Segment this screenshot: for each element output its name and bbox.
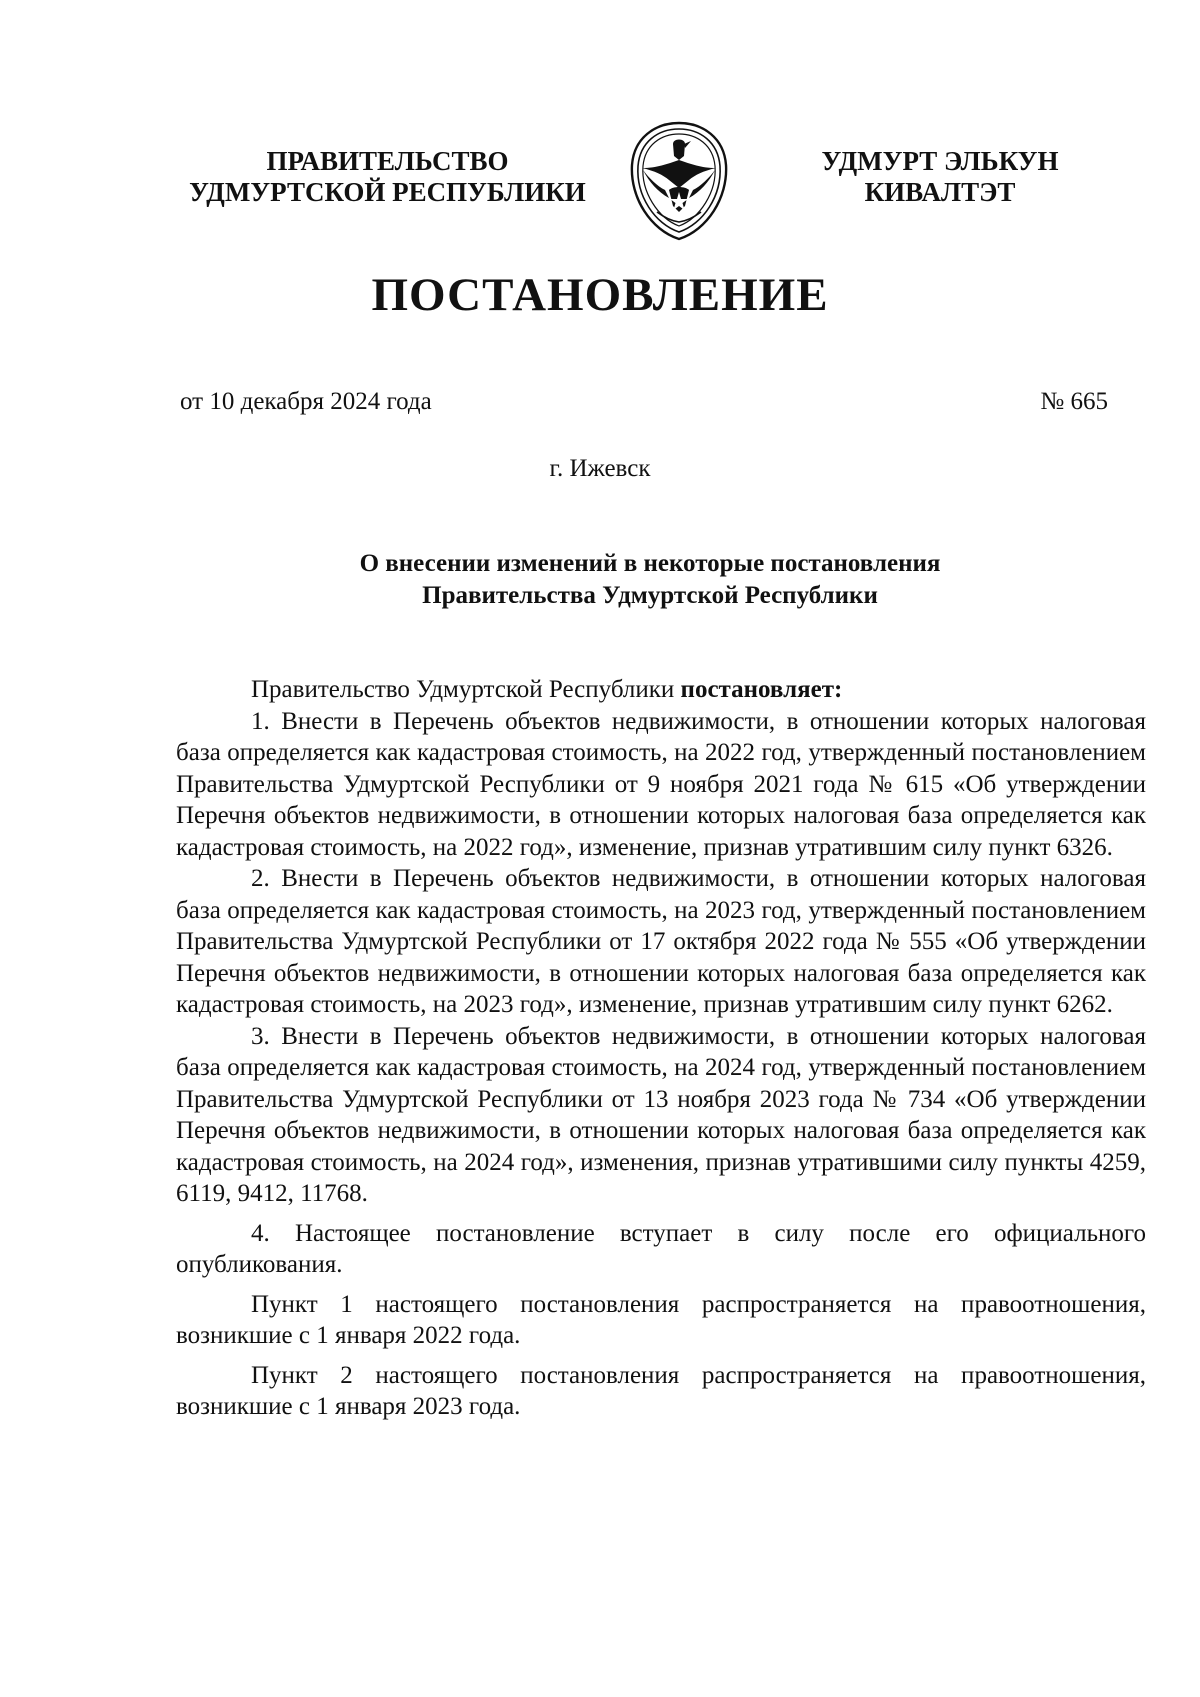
- paragraph-clause-2: Пункт 2 настоящего постановления распространяется на правоотношения, возникшие с 1 января 2023 года.: [176, 1361, 1146, 1420]
- document-date: от 10 декабря 2024 года: [180, 388, 432, 415]
- org-name-russian-line: ПРАВИТЕЛЬСТВО: [266, 146, 509, 176]
- org-name-udmurt-line: УДМУРТ ЭЛЬКУН: [821, 146, 1059, 176]
- paragraph-clause-1: Пункт 1 настоящего постановления распространяется на правоотношения, возникшие с 1 января 2022 года.: [176, 1290, 1146, 1349]
- document-type: ПОСТАНОВЛЕНИЕ: [371, 269, 829, 321]
- udmurt-coat-of-arms-icon: [627, 120, 731, 242]
- org-name-udmurt: [805, 146, 1075, 208]
- document-title-line: Правительства Удмуртской Республики: [422, 582, 878, 609]
- org-name-russian-line: УДМУРТСКОЙ РЕСПУБЛИКИ: [189, 177, 586, 207]
- document-city: г. Ижевск: [549, 455, 651, 482]
- paragraph-item-1: 1. Внести в Перечень объектов недвижимости, в отношении которых налоговая база определяется как кадастровая стоимость, на 2022 год, утвержденный постановлением Правительства Удмуртской Республики от 9 ноября 2021 года № 615 «Об утверждении Перечня объектов недвижимости, в отношении которых налоговая база определяется как кадастровая стоимость, на 2022 год», изменение, признав утратившим силу пункт 6326.: [176, 707, 1146, 861]
- intro-bold: постановляет:: [680, 676, 843, 703]
- resolution-intro: [251, 674, 1146, 706]
- paragraph-item-3: 3. Внести в Перечень объектов недвижимости, в отношении которых налоговая база определяется как кадастровая стоимость, на 2024 год, утвержденный постановлением Правительства Удмуртской Республики от 13 ноября 2023 года № 734 «Об утверждении Перечня объектов недвижимости, в отношении которых налоговая база определяется как кадастровая стоимость, на 2024 год», изменения, признав утратившими силу пункты 4259, 6119, 9412, 11768.: [176, 1022, 1146, 1207]
- org-name-udmurt-line: КИВАЛТЭТ: [864, 177, 1016, 207]
- document-title: [300, 548, 1000, 612]
- document-number: № 665: [1040, 388, 1108, 415]
- intro-text: Правительство Удмуртской Республики: [251, 676, 681, 703]
- document-body: [176, 674, 1146, 1423]
- document-title-line: О внесении изменений в некоторые постановления: [359, 550, 941, 577]
- org-name-russian: [165, 146, 610, 208]
- paragraph-item-4: 4. Настоящее постановление вступает в силу после его официального опубликования.: [176, 1219, 1146, 1278]
- paragraph-item-2: 2. Внести в Перечень объектов недвижимости, в отношении которых налоговая база определяется как кадастровая стоимость, на 2023 год, утвержденный постановлением Правительства Удмуртской Республики от 17 октября 2022 года № 555 «Об утверждении Перечня объектов недвижимости, в отношении которых налоговая база определяется как кадастровая стоимость, на 2023 год», изменение, признав утратившим силу пункт 6262.: [176, 865, 1146, 1018]
